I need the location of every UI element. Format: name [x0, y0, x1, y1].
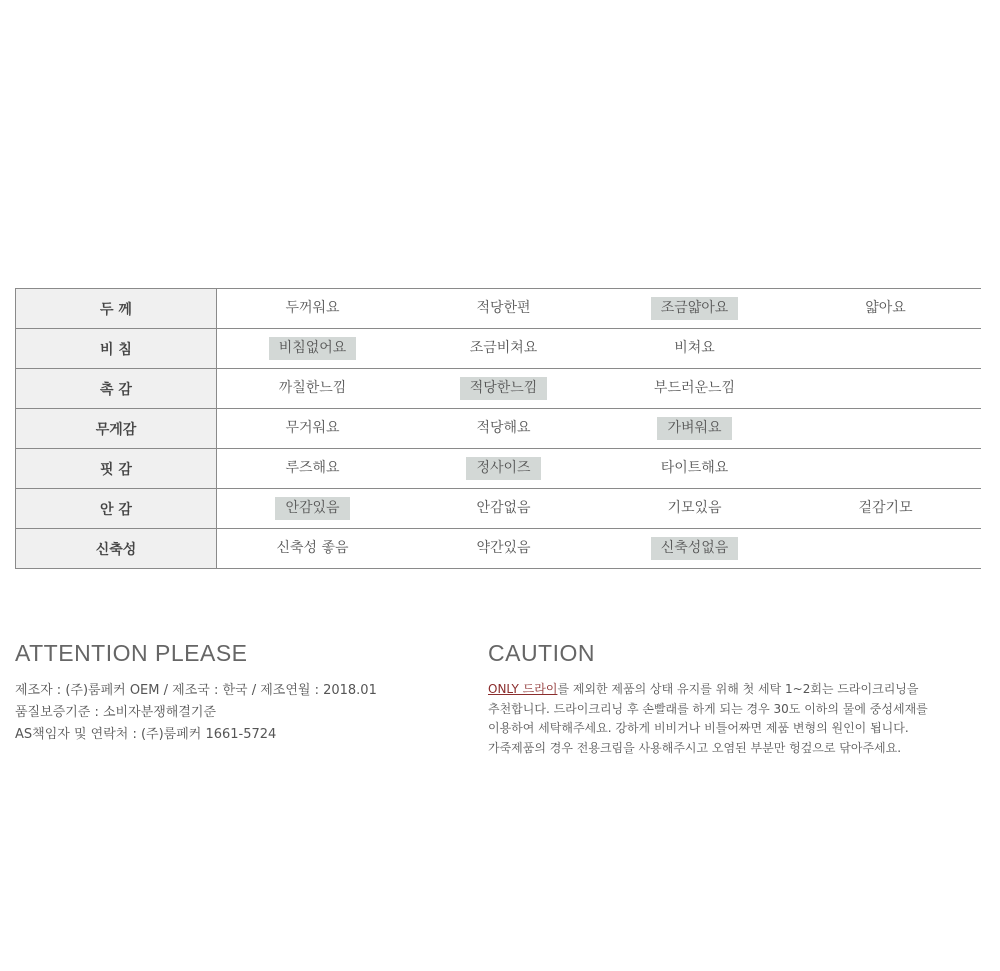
option-label: 신축성 좋음 [276, 540, 349, 556]
option-cell-selected [408, 449, 599, 489]
spec-row-thickness [16, 289, 982, 329]
option-cell-empty [790, 409, 981, 449]
option-cell [790, 289, 981, 329]
option-cell [408, 529, 599, 569]
spec-row-transparency [16, 329, 982, 369]
as-contact-info: AS책임자 및 연락처 : (주)룸페커 1661-5724 [15, 727, 277, 742]
option-cell-selected [599, 529, 790, 569]
option-cell-empty [790, 369, 981, 409]
option-cell [217, 529, 409, 569]
dry-only-emphasis: ONLY 드라이 [488, 682, 558, 696]
option-label: 무거워요 [285, 420, 340, 436]
row-label: 안 감 [16, 489, 217, 529]
spec-table-body [16, 289, 982, 569]
option-cell [599, 329, 790, 369]
selected-option-label: 적당한느낌 [460, 377, 548, 400]
option-cell-selected [217, 489, 409, 529]
option-label: 적당해요 [476, 420, 531, 436]
option-cell-empty [790, 449, 981, 489]
option-cell [217, 409, 409, 449]
option-cell [599, 489, 790, 529]
caution-line: 이용하여 세탁해주세요. 강하게 비비거나 비틀어짜면 제품 변형의 원인이 됩니다. [488, 721, 909, 735]
option-label: 약간있음 [476, 540, 531, 556]
spec-row-fit [16, 449, 982, 489]
selected-option-label: 비침없어요 [269, 337, 357, 360]
option-cell [408, 329, 599, 369]
option-label: 얇아요 [865, 300, 906, 316]
option-label: 타이트해요 [660, 460, 729, 476]
selected-option-label: 신축성없음 [651, 537, 739, 560]
option-cell-selected [599, 289, 790, 329]
option-label: 비쳐요 [674, 340, 715, 356]
option-label: 안감없음 [476, 500, 531, 516]
option-label: 기모있음 [667, 500, 722, 516]
selected-option-label: 정사이즈 [466, 457, 540, 480]
option-cell [217, 369, 409, 409]
option-cell [790, 489, 981, 529]
caution-text [488, 680, 968, 758]
attention-title: ATTENTION PLEASE [15, 640, 248, 666]
option-cell [217, 449, 409, 489]
spec-row-texture [16, 369, 982, 409]
spec-row-elasticity [16, 529, 982, 569]
attention-section [15, 640, 455, 746]
quality-standard-info: 품질보증기준 : 소비자분쟁해결기준 [15, 705, 217, 720]
option-cell-selected [599, 409, 790, 449]
row-label: 핏 감 [16, 449, 217, 489]
option-cell-selected [408, 369, 599, 409]
row-label: 무게감 [16, 409, 217, 449]
spec-row-lining [16, 489, 982, 529]
option-label: 겉감기모 [858, 500, 913, 516]
option-label: 두꺼워요 [285, 300, 340, 316]
option-label: 루즈해요 [285, 460, 340, 476]
option-cell [599, 369, 790, 409]
option-cell [408, 409, 599, 449]
option-cell [408, 289, 599, 329]
caution-line: 가죽제품의 경우 전용크림을 사용해주시고 오염된 부분만 헝겊으로 닦아주세요. [488, 740, 902, 755]
option-cell [217, 289, 409, 329]
row-label: 신축성 [16, 529, 217, 569]
option-label: 적당한편 [476, 300, 531, 316]
row-label: 비 침 [16, 329, 217, 369]
selected-option-label: 가벼워요 [657, 417, 731, 440]
caution-line: 추천합니다. 드라이크리닝 후 손빨래를 하게 되는 경우 30도 이하의 물에 중성세재를 [488, 701, 928, 716]
spec-table [15, 288, 981, 569]
caution-section [488, 640, 968, 758]
manufacturer-info: 제조자 : (주)룸페커 OEM / 제조국 : 한국 / 제조연월 : 2018.01 [15, 683, 377, 698]
option-label: 까칠한느낌 [278, 380, 347, 396]
spec-row-weight [16, 409, 982, 449]
option-cell [408, 489, 599, 529]
option-label: 부드러운느낌 [653, 380, 736, 396]
option-cell [599, 449, 790, 489]
row-label: 촉 감 [16, 369, 217, 409]
option-cell-empty [790, 329, 981, 369]
option-cell-selected [217, 329, 409, 369]
row-label: 두 께 [16, 289, 217, 329]
caution-title: CAUTION [488, 640, 595, 666]
option-cell-empty [790, 529, 981, 569]
selected-option-label: 안감있음 [275, 497, 349, 520]
option-label: 조금비쳐요 [469, 340, 538, 356]
caution-line [488, 680, 968, 700]
caution-line-rest: 를 제외한 제품의 상태 유지를 위해 첫 세탁 1~2회는 드라이크리닝을 [557, 682, 919, 696]
selected-option-label: 조금얇아요 [651, 297, 739, 320]
